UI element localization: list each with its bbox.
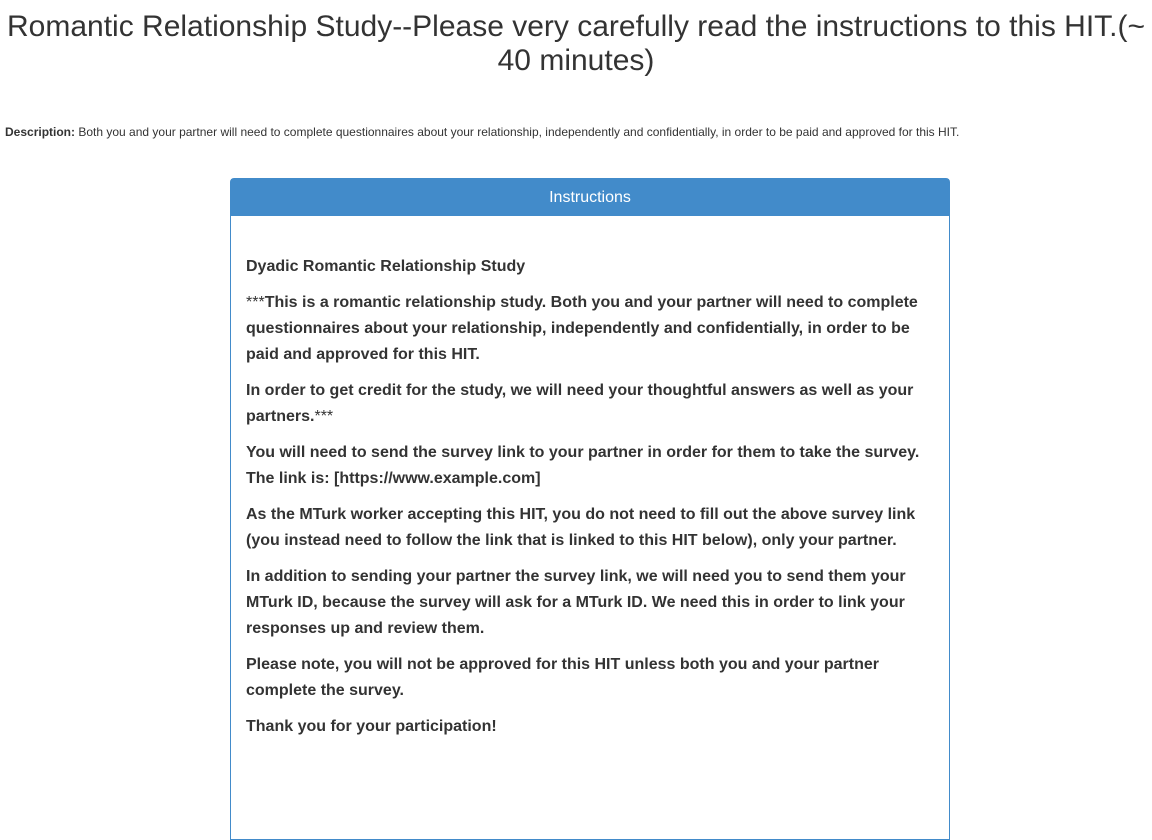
stars: *** [314, 408, 334, 425]
thank-you-text: Thank you for your participation! [246, 718, 497, 735]
instruction-paragraph: As the MTurk worker accepting this HIT, you do not need to fill out the above survey link (you instead need to follow the link that is linked to this HIT below), only your partner. [246, 506, 916, 549]
instruction-paragraph [246, 290, 934, 368]
instruction-paragraph: You will need to send the survey link to your partner in order for them to take the survey. The link is: [https://www.example.com] [246, 444, 920, 487]
description [5, 125, 1152, 139]
paragraph-text: In order to get credit for the study, we will need your thoughtful answers as well as your partners. [246, 382, 914, 425]
study-heading: Dyadic Romantic Relationship Study [246, 258, 526, 275]
instruction-paragraph: Please note, you will not be approved for this HIT unless both you and your partner complete the survey. [246, 656, 879, 699]
instruction-paragraph [246, 378, 934, 430]
description-label: Description: [5, 125, 76, 139]
page-title: Romantic Relationship Study--Please very carefully read the instructions to this HIT.(~ 40 minutes) [7, 10, 1145, 77]
instructions-body [231, 216, 949, 740]
instruction-paragraph: In addition to sending your partner the survey link, we will need you to send them your MTurk ID, because the survey will ask for a MTurk ID. We need this in order to link your responses up and review them. [246, 568, 906, 637]
paragraph-text: This is a romantic relationship study. Both you and your partner will need to complete questionnaires about your relationship, independently and confidentially, in order to be paid and approved for this HIT. [246, 294, 918, 363]
instructions-panel [230, 178, 950, 840]
stars: *** [246, 294, 265, 311]
description-text: Both you and your partner will need to complete questionnaires about your relationship, independently and confidentially, in order to be paid and approved for this HIT. [75, 125, 960, 139]
instructions-header: Instructions [231, 179, 949, 216]
